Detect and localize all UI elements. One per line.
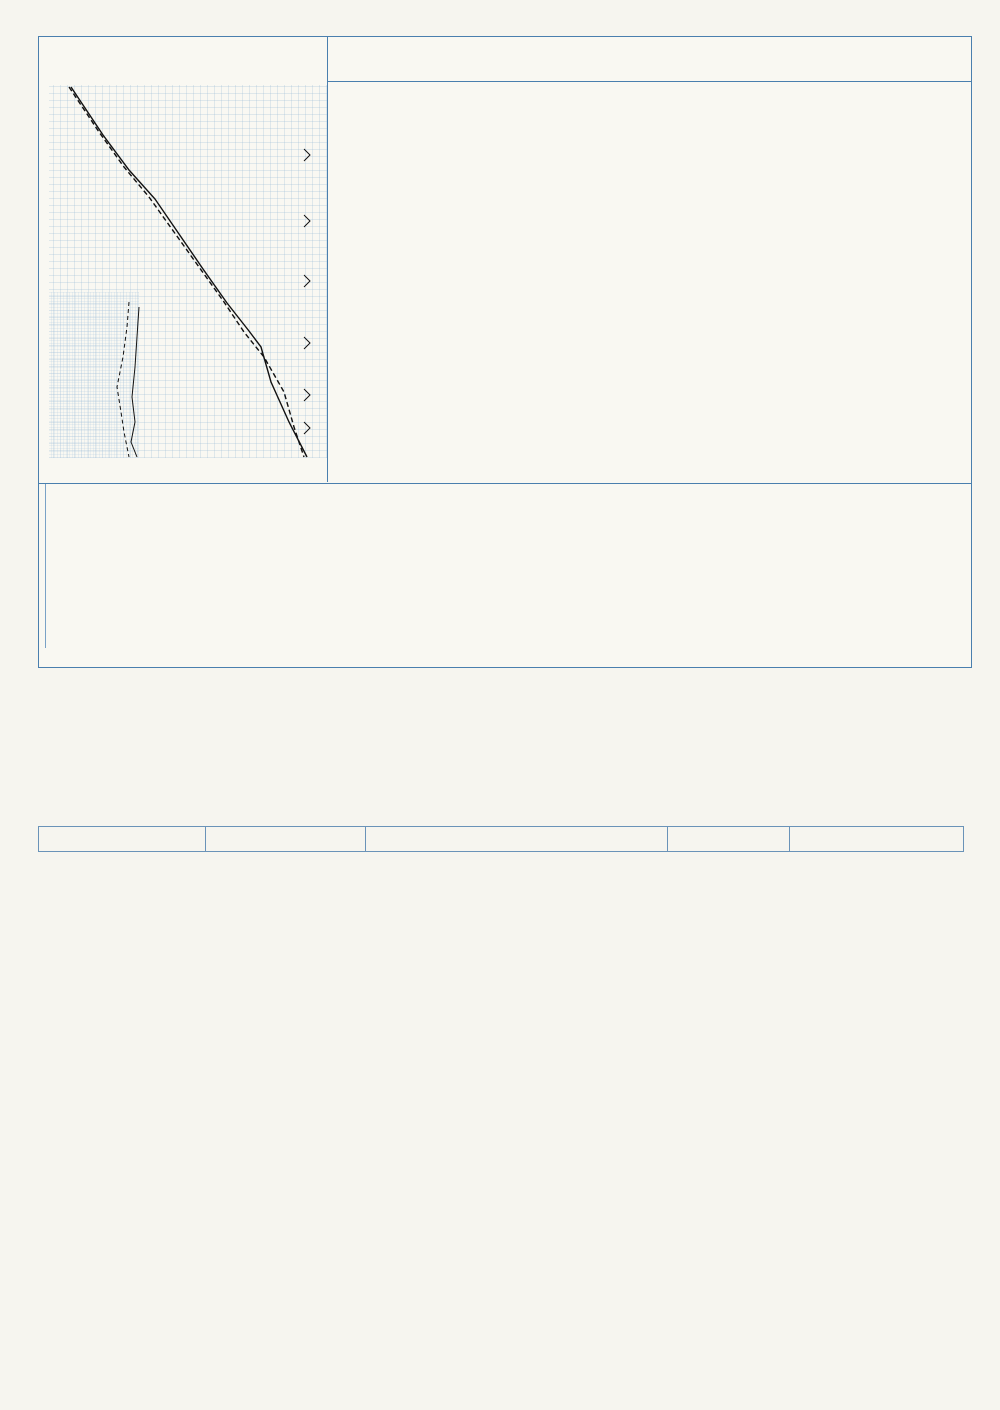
info-bar [38,826,964,852]
station-table-head [327,37,971,82]
hydro-band [39,483,971,648]
legend [39,647,971,667]
sonde-chart [39,37,327,482]
data-sheet [38,36,972,668]
station-table-wrap [327,37,971,519]
radiosonde-diagram [39,37,328,482]
